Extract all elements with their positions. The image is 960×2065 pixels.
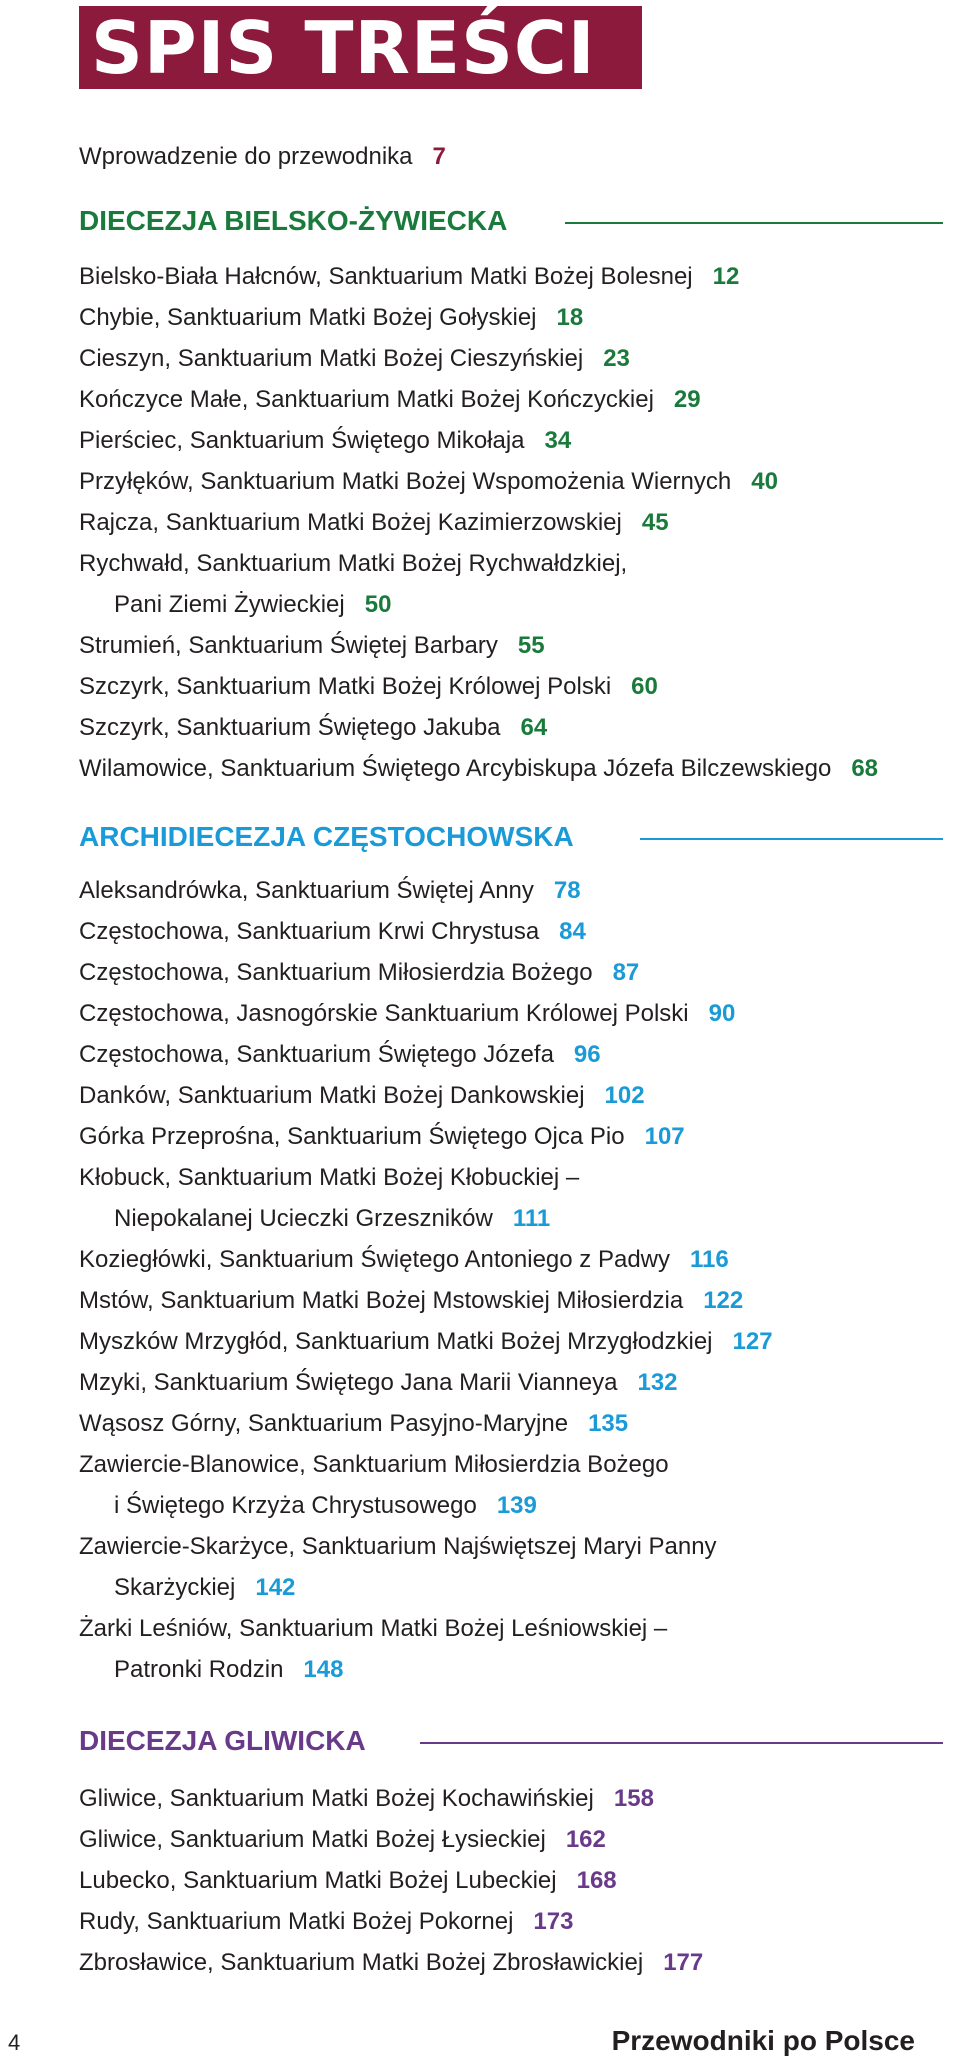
- entry-title: Częstochowa, Sanktuarium Miłosierdzia Bożego: [79, 959, 593, 986]
- toc-entry[interactable]: [79, 625, 950, 666]
- entry-title: Rychwałd, Sanktuarium Matki Bożej Rychwałdzkiej,: [79, 550, 628, 577]
- toc-entry[interactable]: [79, 952, 950, 993]
- entry-page-number: 60: [631, 673, 658, 700]
- entry-title: Mzyki, Sanktuarium Świętego Jana Marii Vianneya: [79, 1369, 618, 1396]
- entry-page-number: 18: [556, 304, 584, 331]
- section-title: DIECEZJA BIELSKO-ŻYWIECKA: [79, 205, 508, 236]
- entry-page-number: 173: [533, 1908, 574, 1935]
- entry-page-number: 64: [520, 714, 548, 741]
- section-header: [0, 1720, 960, 1766]
- section-gliwicka: [0, 1720, 960, 1976]
- section-title: ARCHIDIECEZJA CZĘSTOCHOWSKA: [79, 821, 574, 852]
- entry-title: Częstochowa, Sanktuarium Świętego Józefa: [79, 1041, 554, 1068]
- entry-list: [79, 870, 950, 1690]
- toc-entry-continuation[interactable]: [79, 1649, 950, 1690]
- section-czestochowska: [0, 816, 960, 1683]
- entry-title-continuation: Patronki Rodzin: [114, 1656, 284, 1683]
- toc-entry[interactable]: [79, 1860, 950, 1901]
- toc-entry[interactable]: [79, 1901, 950, 1942]
- entry-page-number: 168: [576, 1867, 617, 1894]
- entry-page-number: 162: [565, 1826, 606, 1853]
- entry-page-number: 148: [303, 1656, 344, 1683]
- entry-page-number: 111: [512, 1205, 551, 1232]
- entry-title: Szczyrk, Sanktuarium Świętego Jakuba: [79, 714, 501, 741]
- toc-entry[interactable]: [79, 666, 950, 707]
- title-banner: [79, 6, 642, 89]
- entry-title: Zawiercie-Blanowice, Sanktuarium Miłosierdzia Bożego: [79, 1451, 669, 1478]
- entry-title: Częstochowa, Jasnogórskie Sanktuarium Królowej Polski: [79, 1000, 689, 1027]
- toc-entry[interactable]: [79, 707, 950, 748]
- toc-entry[interactable]: [79, 256, 950, 297]
- toc-entry[interactable]: [79, 1608, 950, 1649]
- entry-title: Górka Przeprośna, Sanktuarium Świętego Ojca Pio: [79, 1123, 625, 1150]
- entry-page-number: 84: [559, 918, 586, 945]
- entry-title-continuation: Skarżyckiej: [114, 1574, 236, 1601]
- entry-page-number: 68: [851, 755, 879, 782]
- entry-list: [79, 256, 950, 789]
- entry-title: Bielsko-Biała Hałcnów, Sanktuarium Matki Bożej Bolesnej: [79, 263, 693, 290]
- toc-entry-continuation[interactable]: [79, 1198, 950, 1239]
- toc-entry[interactable]: [79, 502, 950, 543]
- toc-entry[interactable]: [79, 1778, 950, 1819]
- entry-title: Kłobuck, Sanktuarium Matki Bożej Kłobuckiej –: [79, 1164, 580, 1191]
- section-bielsko-zywiecka: [0, 200, 960, 782]
- entry-page-number: 132: [637, 1369, 678, 1396]
- entry-page-number: 90: [708, 1000, 736, 1027]
- section-header: [0, 200, 960, 246]
- entry-list: [79, 1778, 950, 1983]
- entry-page-number: 139: [496, 1492, 537, 1519]
- entry-page-number: 122: [703, 1287, 744, 1314]
- toc-entry[interactable]: [79, 1239, 950, 1280]
- toc-entry[interactable]: [79, 543, 950, 584]
- entry-page-number: 23: [603, 345, 630, 372]
- entry-title: Lubecko, Sanktuarium Matki Bożej Lubeckiej: [79, 1867, 557, 1894]
- toc-entry[interactable]: [79, 1280, 950, 1321]
- entry-page-number: 135: [588, 1410, 629, 1437]
- toc-entry[interactable]: [79, 338, 950, 379]
- footer-publication: Przewodniki po Polsce: [611, 2025, 915, 2056]
- toc-entry[interactable]: [79, 379, 950, 420]
- footer-page-number: 4: [8, 2030, 21, 2055]
- entry-title: Rajcza, Sanktuarium Matki Bożej Kazimierzowskiej: [79, 509, 622, 536]
- entry-title: Pierściec, Sanktuarium Świętego Mikołaja: [79, 427, 525, 454]
- toc-entry[interactable]: [79, 1034, 950, 1075]
- toc-entry[interactable]: [79, 993, 950, 1034]
- entry-page-number: 127: [732, 1328, 773, 1355]
- entry-title: Szczyrk, Sanktuarium Matki Bożej Królowej Polski: [79, 673, 612, 700]
- toc-entry[interactable]: [79, 870, 950, 911]
- section-rule: [640, 838, 943, 840]
- entry-title: Gliwice, Sanktuarium Matki Bożej Łysieckiej: [79, 1826, 546, 1853]
- entry-title: Przyłęków, Sanktuarium Matki Bożej Wspomożenia Wiernych: [79, 468, 732, 495]
- entry-title: Kończyce Małe, Sanktuarium Matki Bożej Kończyckiej: [79, 386, 654, 413]
- entry-page-number: 50: [364, 591, 392, 618]
- entry-title: Aleksandrówka, Sanktuarium Świętej Anny: [79, 877, 534, 904]
- entry-page-number: 87: [612, 959, 640, 986]
- toc-entry[interactable]: [79, 1157, 950, 1198]
- entry-title: Rudy, Sanktuarium Matki Bożej Pokornej: [79, 1908, 514, 1935]
- toc-entry-continuation[interactable]: [79, 1567, 950, 1608]
- entry-title: Mstów, Sanktuarium Matki Bożej Mstowskiej Miłosierdzia: [79, 1287, 684, 1314]
- entry-page-number: 40: [751, 468, 778, 495]
- toc-entry[interactable]: [79, 1116, 950, 1157]
- entry-page-number: 34: [544, 427, 572, 454]
- entry-page-number: 158: [613, 1785, 654, 1812]
- entry-page-number: 96: [573, 1041, 601, 1068]
- entry-title: Koziegłówki, Sanktuarium Świętego Antoniego z Padwy: [79, 1246, 670, 1273]
- toc-entry[interactable]: [79, 297, 950, 338]
- entry-page-number: 177: [663, 1949, 704, 1976]
- entry-title-continuation: Niepokalanej Ucieczki Grzeszników: [114, 1205, 493, 1232]
- toc-entry[interactable]: [79, 1403, 950, 1444]
- intro-page: 7: [432, 143, 446, 170]
- entry-page-number: 107: [644, 1123, 685, 1150]
- entry-title-continuation: i Świętego Krzyża Chrystusowego: [114, 1492, 477, 1519]
- entry-title: Gliwice, Sanktuarium Matki Bożej Kochawińskiej: [79, 1785, 594, 1812]
- entry-title: Wilamowice, Sanktuarium Świętego Arcybiskupa Józefa Bilczewskiego: [79, 755, 832, 782]
- entry-title: Częstochowa, Sanktuarium Krwi Chrystusa: [79, 918, 540, 945]
- entry-title: Myszków Mrzygłód, Sanktuarium Matki Bożej Mrzygłodzkiej: [79, 1328, 713, 1355]
- toc-entry[interactable]: [79, 748, 950, 789]
- entry-title: Cieszyn, Sanktuarium Matki Bożej Cieszyńskiej: [79, 345, 584, 372]
- entry-page-number: 116: [690, 1246, 729, 1273]
- page-title: SPIS TREŚCI: [91, 6, 596, 90]
- entry-title: Żarki Leśniów, Sanktuarium Matki Bożej Leśniowskiej –: [79, 1615, 668, 1642]
- section-rule: [565, 222, 943, 224]
- section-rule: [420, 1742, 943, 1744]
- entry-page-number: 45: [641, 509, 669, 536]
- toc-entry[interactable]: [79, 1444, 950, 1485]
- entry-page-number: 142: [255, 1574, 296, 1601]
- toc-entry[interactable]: [79, 1362, 950, 1403]
- toc-entry[interactable]: [79, 461, 950, 502]
- toc-entry[interactable]: [79, 1526, 950, 1567]
- section-title: DIECEZJA GLIWICKA: [79, 1725, 366, 1756]
- toc-entry[interactable]: [79, 1942, 950, 1983]
- entry-page-number: 55: [517, 632, 545, 659]
- toc-entry[interactable]: [79, 1321, 950, 1362]
- entry-title: Zawiercie-Skarżyce, Sanktuarium Najświętszej Maryi Panny: [79, 1533, 717, 1560]
- toc-entry[interactable]: [79, 420, 950, 461]
- entry-title: Strumień, Sanktuarium Świętej Barbary: [79, 632, 498, 659]
- entry-title-continuation: Pani Ziemi Żywieckiej: [114, 591, 345, 618]
- entry-title: Danków, Sanktuarium Matki Bożej Dankowskiej: [79, 1082, 585, 1109]
- toc-entry[interactable]: [79, 911, 950, 952]
- toc-entry[interactable]: [79, 1819, 950, 1860]
- entry-page-number: 102: [604, 1082, 645, 1109]
- entry-page-number: 12: [712, 263, 740, 290]
- entry-title: Wąsosz Górny, Sanktuarium Pasyjno-Maryjne: [79, 1410, 569, 1437]
- entry-page-number: 29: [673, 386, 701, 413]
- toc-entry-continuation[interactable]: [79, 1485, 950, 1526]
- entry-title: Zbrosławice, Sanktuarium Matki Bożej Zbrosławickiej: [79, 1949, 644, 1976]
- intro-text: Wprowadzenie do przewodnika: [79, 143, 413, 170]
- toc-entry[interactable]: [79, 1075, 950, 1116]
- intro-entry[interactable]: [79, 142, 446, 172]
- section-header: [0, 816, 960, 862]
- entry-title: Chybie, Sanktuarium Matki Bożej Gołyskiej: [79, 304, 537, 331]
- entry-page-number: 78: [553, 877, 581, 904]
- toc-entry-continuation[interactable]: [79, 584, 950, 625]
